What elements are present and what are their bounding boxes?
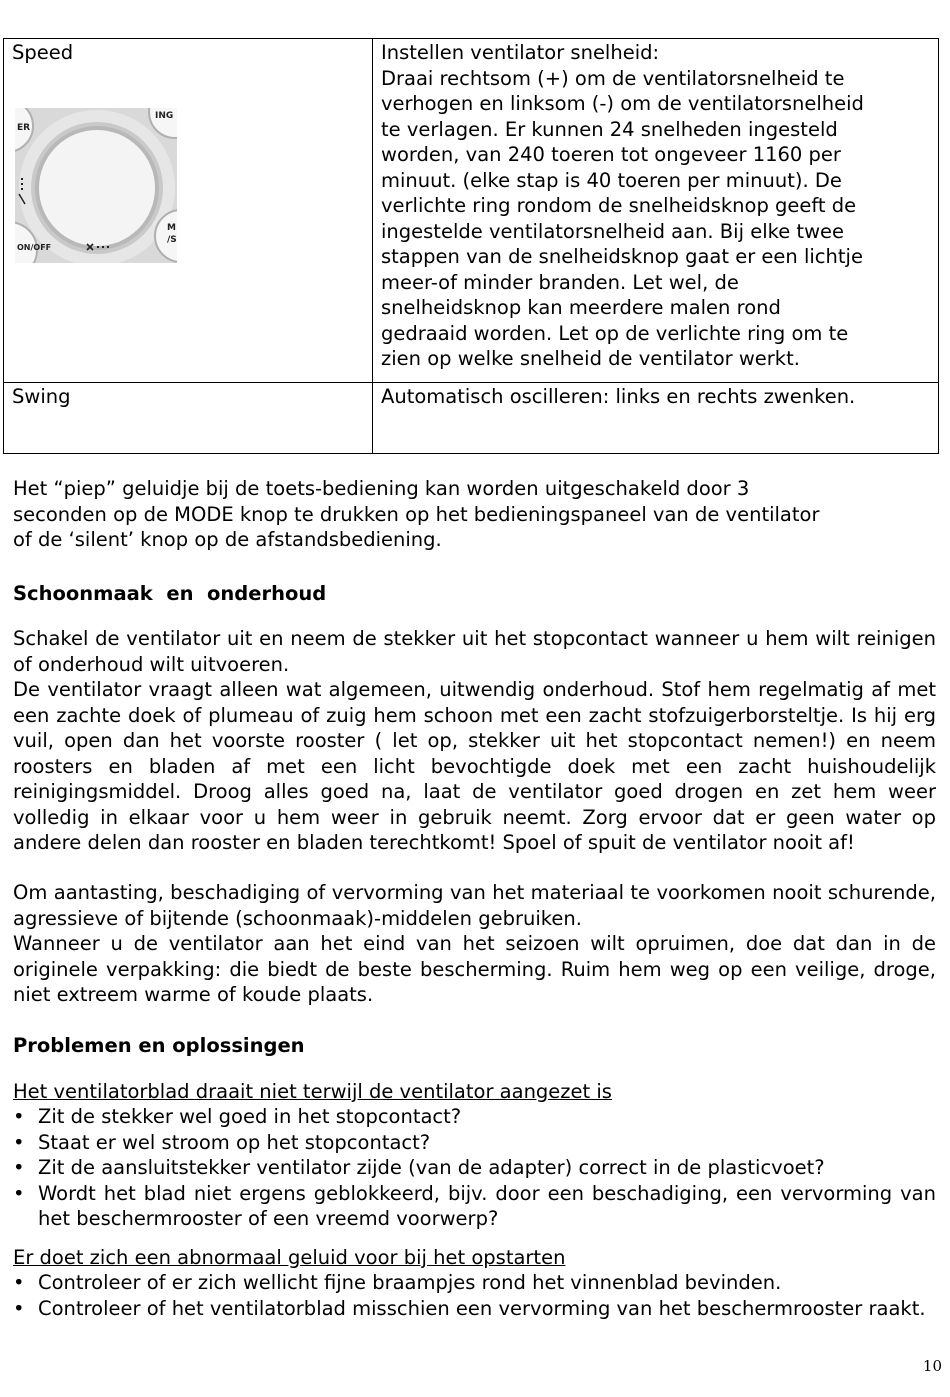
controls-table	[3, 38, 939, 454]
list-item: • Controleer of er zich wellicht fijne braampjes rond het vinnenblad bevinden.	[13, 1271, 782, 1294]
page-number: 10	[922, 1357, 942, 1375]
beep-note-line-3: of de ‘silent’ knop op de afstandsbediening.	[13, 528, 442, 551]
list-item: • Wordt het blad niet ergens geblokkeerd, bijv. door een beschadiging, een vervorming van het beschermrooster of een vreemd voorwerp?	[13, 1181, 936, 1230]
speed-knob-image	[15, 108, 177, 263]
knob-label-onoff: ON/OFF	[17, 242, 52, 252]
bullet-icon: •	[13, 1156, 25, 1179]
knob-label-m: M	[167, 222, 176, 233]
problems-heading: Problemen en oplossingen	[13, 1034, 305, 1057]
list-item: • Controleer of het ventilatorblad misschien een vervorming van het beschermrooster raakt.	[13, 1296, 926, 1320]
cleaning-paragraph-2: De ventilator vraagt alleen wat algemeen, uitwendig onderhoud. Stof hem regelmatig af met een zachte doek of plumeau of zuig hem schoon met een zacht stofzuigerborsteltje. Is hij erg vuil, open dan het voorste rooster ( let op, stekker uit het stopcontact nemen!) en neem roosters en bladen af met een licht bevochtigde doek met een zacht huishoudelijk reinigingsmiddel. Droog alles goed na, laat de ventilator goed drogen en zet hem weer volledig in elkaar voor u hem weer in gebruik neemt. Zorg ervoor dat er geen water op andere delen dan rooster en bladen terechtkomt! Spoel of spuit de ventilator nooit af!	[13, 678, 936, 854]
swing-label: Swing	[12, 385, 71, 408]
knob-label-s: /S	[167, 234, 177, 245]
speed-line-8: ingestelde ventilatorsnelheid aan. Bij elke twee	[381, 219, 845, 243]
speed-label-cell	[4, 39, 373, 383]
speed-line-1: Instellen ventilator snelheid:	[381, 41, 660, 64]
beep-note-line-2: seconden op de MODE knop te drukken op het bedieningspaneel van de ventilator	[13, 502, 820, 526]
speed-line-6: minuut. (elke stap is 40 toeren per minuut). De	[381, 168, 842, 192]
speed-line-3: verhogen en linksom (-) om de ventilatorsnelheid	[381, 92, 864, 115]
swing-description-cell	[373, 383, 939, 454]
cleaning-paragraph-1: Schakel de ventilator uit en neem de stekker uit het stopcontact wanneer u hem wilt reinigen of onderhoud wilt uitvoeren.	[13, 627, 936, 676]
list-item: • Zit de aansluitstekker ventilator zijde (van de adapter) correct in de plasticvoet?	[13, 1156, 825, 1179]
speed-line-13: zien op welke snelheid de ventilator werkt.	[381, 347, 800, 370]
swing-line-1: Automatisch oscilleren: links en rechts zwenken.	[381, 385, 856, 408]
speed-line-9: stappen van de snelheidsknop gaat er een lichtje	[381, 245, 863, 268]
speed-line-4: te verlagen. Er kunnen 24 snelheden ingesteld	[381, 117, 838, 141]
problem-1-list	[13, 1104, 936, 1232]
speed-line-5: worden, van 240 toeren tot ongeveer 1160 per	[381, 143, 841, 166]
bullet-icon: •	[13, 1105, 25, 1128]
speed-line-11: snelheidsknop kan meerdere malen rond	[381, 296, 781, 319]
speed-description-cell	[373, 39, 939, 383]
cleaning-paragraph-3: Om aantasting, beschadiging of vervorming van het materiaal te voorkomen nooit schurende, agressieve of bijtende (schoonmaak)-middelen gebruiken.	[13, 881, 936, 930]
table-row-speed	[4, 39, 939, 383]
speed-line-2: Draai rechtsom (+) om de ventilatorsnelheid te	[381, 66, 845, 90]
speed-line-12: gedraaid worden. Let op de verlichte ring om te	[381, 321, 849, 345]
problem-2-list	[13, 1270, 936, 1321]
cleaning-heading: Schoonmaak en onderhoud	[13, 582, 327, 605]
knob-label-er: ER	[17, 122, 31, 133]
knob-label-ing: ING	[155, 110, 174, 121]
bullet-icon: •	[13, 1130, 25, 1154]
problem-2-title: Er doet zich een abnormaal geluid voor bij het opstarten	[13, 1246, 566, 1269]
bullet-icon: •	[13, 1296, 25, 1320]
swing-label-cell	[4, 383, 373, 454]
bullet-icon: •	[13, 1271, 25, 1294]
speed-line-7: verlichte ring rondom de snelheidsknop geeft de	[381, 194, 857, 217]
table-row-swing	[4, 383, 939, 454]
beep-note-line-1: Het “piep” geluidje bij de toets-bediening kan worden uitgeschakeld door 3	[13, 477, 750, 500]
list-item: • Staat er wel stroom op het stopcontact?	[13, 1130, 431, 1154]
problem-1-title: Het ventilatorblad draait niet terwijl de ventilator aangezet is	[13, 1080, 612, 1103]
list-item: • Zit de stekker wel goed in het stopcontact?	[13, 1105, 462, 1128]
bullet-icon: •	[13, 1181, 25, 1205]
speed-label: Speed	[12, 41, 74, 64]
cleaning-paragraph-4: Wanneer u de ventilator aan het eind van het seizoen wilt opruimen, doe dat dan in de originele verpakking: die biedt de beste bescherming. Ruim hem weg op een veilige, droge, niet extreem warme of koude plaats.	[13, 932, 936, 1006]
beep-note	[13, 476, 936, 553]
speed-line-10: meer-of minder branden. Let wel, de	[381, 270, 739, 294]
